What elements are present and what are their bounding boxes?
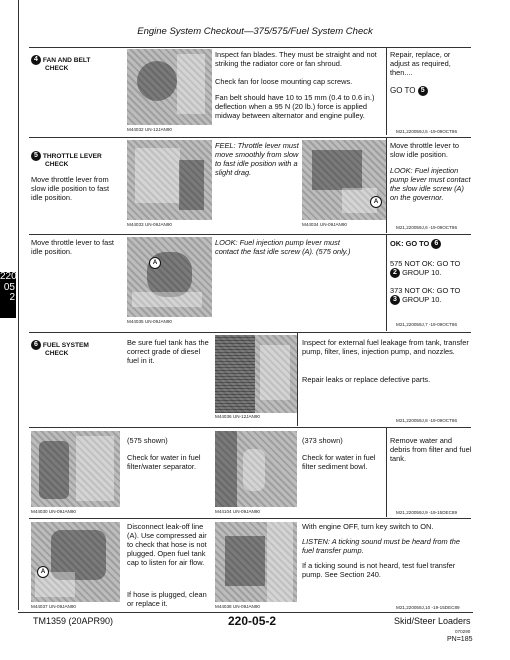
callout-a: A <box>37 566 49 578</box>
section-divider <box>29 332 471 333</box>
filter-photo-575 <box>31 431 120 507</box>
water-col2-text: Check for water in fuel filter sediment bowl. <box>302 453 376 472</box>
image-caption: M44038 UN-09JAN90 <box>215 604 260 609</box>
image-caption: M44035 UN-09JAN90 <box>127 319 172 324</box>
throttle-heading <box>31 151 102 169</box>
image-caption: M44033 UN-09JAN90 <box>127 222 172 227</box>
leakoff-r3: If a ticking sound is not heard, test fuel transfer pump. See Section 240. <box>302 561 456 580</box>
section-divider <box>29 137 471 138</box>
goto-number: 6 <box>431 239 441 249</box>
ref-code: M21,220059J,9 -19-15DEC89 <box>396 510 458 515</box>
image-caption: M44037 UN-09JAN90 <box>31 604 76 609</box>
step-number: 4 <box>31 55 41 65</box>
goto-number: 2 <box>390 268 400 278</box>
column-divider <box>297 332 298 426</box>
heading-line: CHECK <box>45 161 69 168</box>
transfer-pump-photo <box>215 522 297 602</box>
heading-line: FAN AND BELT <box>42 56 91 64</box>
goto-number: 3 <box>390 295 400 305</box>
group-text: GROUP 10. <box>402 268 442 278</box>
fuel-result-1: Inspect for external fuel leakage from tank, transfer pump, filter, lines, injection pump, and nozzles. <box>302 338 469 357</box>
result-text: 575 NOT OK: GO TO <box>390 259 461 268</box>
fastidle-373 <box>390 286 472 305</box>
throttle-result: Move throttle lever to slow idle position. <box>390 141 460 160</box>
margin-line <box>18 0 19 610</box>
throttle-photo-2 <box>302 140 386 220</box>
fan-result: Repair, replace, or adjust as required, then.... <box>390 50 451 78</box>
ref-code: M21,220059J,5 -19-09OCT86 <box>396 129 458 134</box>
section-divider <box>29 47 471 48</box>
throttle-feel: FEEL: Throttle lever must move smoothly from slow to fast idle position with a slight drag. <box>215 141 299 178</box>
water-col1-text: Check for water in fuel filter/water separator. <box>127 453 201 472</box>
image-caption: M44032 UN-12JAN90 <box>127 127 172 132</box>
fuel-result-2: Repair leaks or replace defective parts. <box>302 375 431 384</box>
image-caption: M44104 UN-09JAN90 <box>215 509 260 514</box>
fan-heading <box>31 55 90 73</box>
fastidle-look: LOOK: Fuel injection pump lever must contact the fast idle screw (A). (575 only.) <box>215 238 351 257</box>
column-divider <box>386 234 387 331</box>
result-text: 373 NOT OK: GO TO <box>390 286 461 295</box>
print-number: PN=185 <box>447 636 473 643</box>
fuel-heading <box>31 340 89 358</box>
column-divider <box>386 47 387 135</box>
section-tab <box>0 272 16 318</box>
image-caption: M44030 UN-09JAN90 <box>31 509 76 514</box>
manual-title: Skid/Steer Loaders <box>394 616 471 626</box>
fuel-text: Be sure fuel tank has the correct grade of diesel fuel in it. <box>127 338 209 366</box>
section-divider <box>29 518 471 519</box>
throttle-look: LOOK: Fuel injection pump lever must contact the slow idle screw (A) on the governor. <box>390 166 471 203</box>
column-divider <box>386 427 387 517</box>
heading-line: FUEL SYSTEM <box>42 341 89 349</box>
tab-line-3: 2 <box>9 292 15 303</box>
callout-a: A <box>149 257 161 269</box>
fan-text-2: Check fan for loose mounting cap screws. <box>215 77 353 86</box>
fastidle-photo <box>127 237 212 317</box>
section-divider <box>29 427 471 428</box>
heading-line: THROTTLE LEVER <box>42 152 102 160</box>
page-number: 220-05-2 <box>228 614 277 628</box>
heading-line: CHECK <box>45 65 69 72</box>
goto-text: GO TO <box>390 86 416 96</box>
tab-line-1: 220 <box>0 271 17 282</box>
water-col2-label: (373 shown) <box>302 436 343 445</box>
water-result: Remove water and debris from filter and fuel tank. <box>390 436 472 464</box>
fuel-photo <box>215 335 297 413</box>
ok-text: OK: GO TO <box>390 239 430 248</box>
callout-a: A <box>370 196 382 208</box>
fan-text-1: Inspect fan blades. They must be straight and not striking the radiator core or fan shroud. <box>215 50 377 69</box>
ref-code: M21,220059J,6 -19-09OCT86 <box>396 225 458 230</box>
filter-photo-373 <box>215 431 297 507</box>
fan-text-3: Fan belt should have 10 to 15 mm (0.4 to 0.6 in.) deflection when a 95 N (20 lb.) force is applied midway between alternator and engine pulley. <box>215 93 375 121</box>
image-caption: M44034 UN-09JAN90 <box>302 222 347 227</box>
fastidle-text: Move throttle lever to fast idle position. <box>31 238 114 257</box>
fastidle-ok <box>390 239 472 249</box>
ref-code: M21,220059J,10 -19-15DEC89 <box>396 605 460 610</box>
water-col1-label: (575 shown) <box>127 436 168 445</box>
footer-divider <box>18 612 473 613</box>
image-caption: M44036 UN-12JAN90 <box>215 414 260 419</box>
column-divider <box>386 137 387 233</box>
fan-goto <box>390 86 428 96</box>
section-divider <box>29 234 471 235</box>
step-number: 5 <box>31 151 41 161</box>
throttle-photo-1 <box>127 140 212 220</box>
manual-number: TM1359 (20APR90) <box>33 616 114 626</box>
ref-code: M21,220059J,8 -19-09OCT86 <box>396 418 458 423</box>
ref-code: M21,220059J,7 -19-09OCT86 <box>396 322 458 327</box>
leakoff-r2: LISTEN: A ticking sound must be heard from the fuel transfer pump. <box>302 537 461 556</box>
step-number: 6 <box>31 340 41 350</box>
leakoff-text: Disconnect leak-off line (A). Use compressed air to check that hose is not plugged. Open fuel tank cap to listen for air flow. <box>127 522 207 568</box>
tab-line-2: 05 <box>3 281 15 293</box>
leakoff-photo <box>31 522 120 602</box>
page-title: Engine System Checkout—375/575/Fuel System Check <box>137 26 373 37</box>
throttle-text: Move throttle lever from slow idle position to fast idle position. <box>31 175 110 203</box>
heading-line: CHECK <box>45 350 69 357</box>
leakoff-text-2: If hose is plugged, clean or replace it. <box>127 590 207 609</box>
fastidle-575 <box>390 259 472 278</box>
revision-date: 070290 <box>455 629 471 634</box>
fan-photo <box>127 49 212 125</box>
group-text: GROUP 10. <box>402 295 442 305</box>
leakoff-r1: With engine OFF, turn key switch to ON. <box>302 522 434 531</box>
goto-number: 5 <box>418 86 428 96</box>
